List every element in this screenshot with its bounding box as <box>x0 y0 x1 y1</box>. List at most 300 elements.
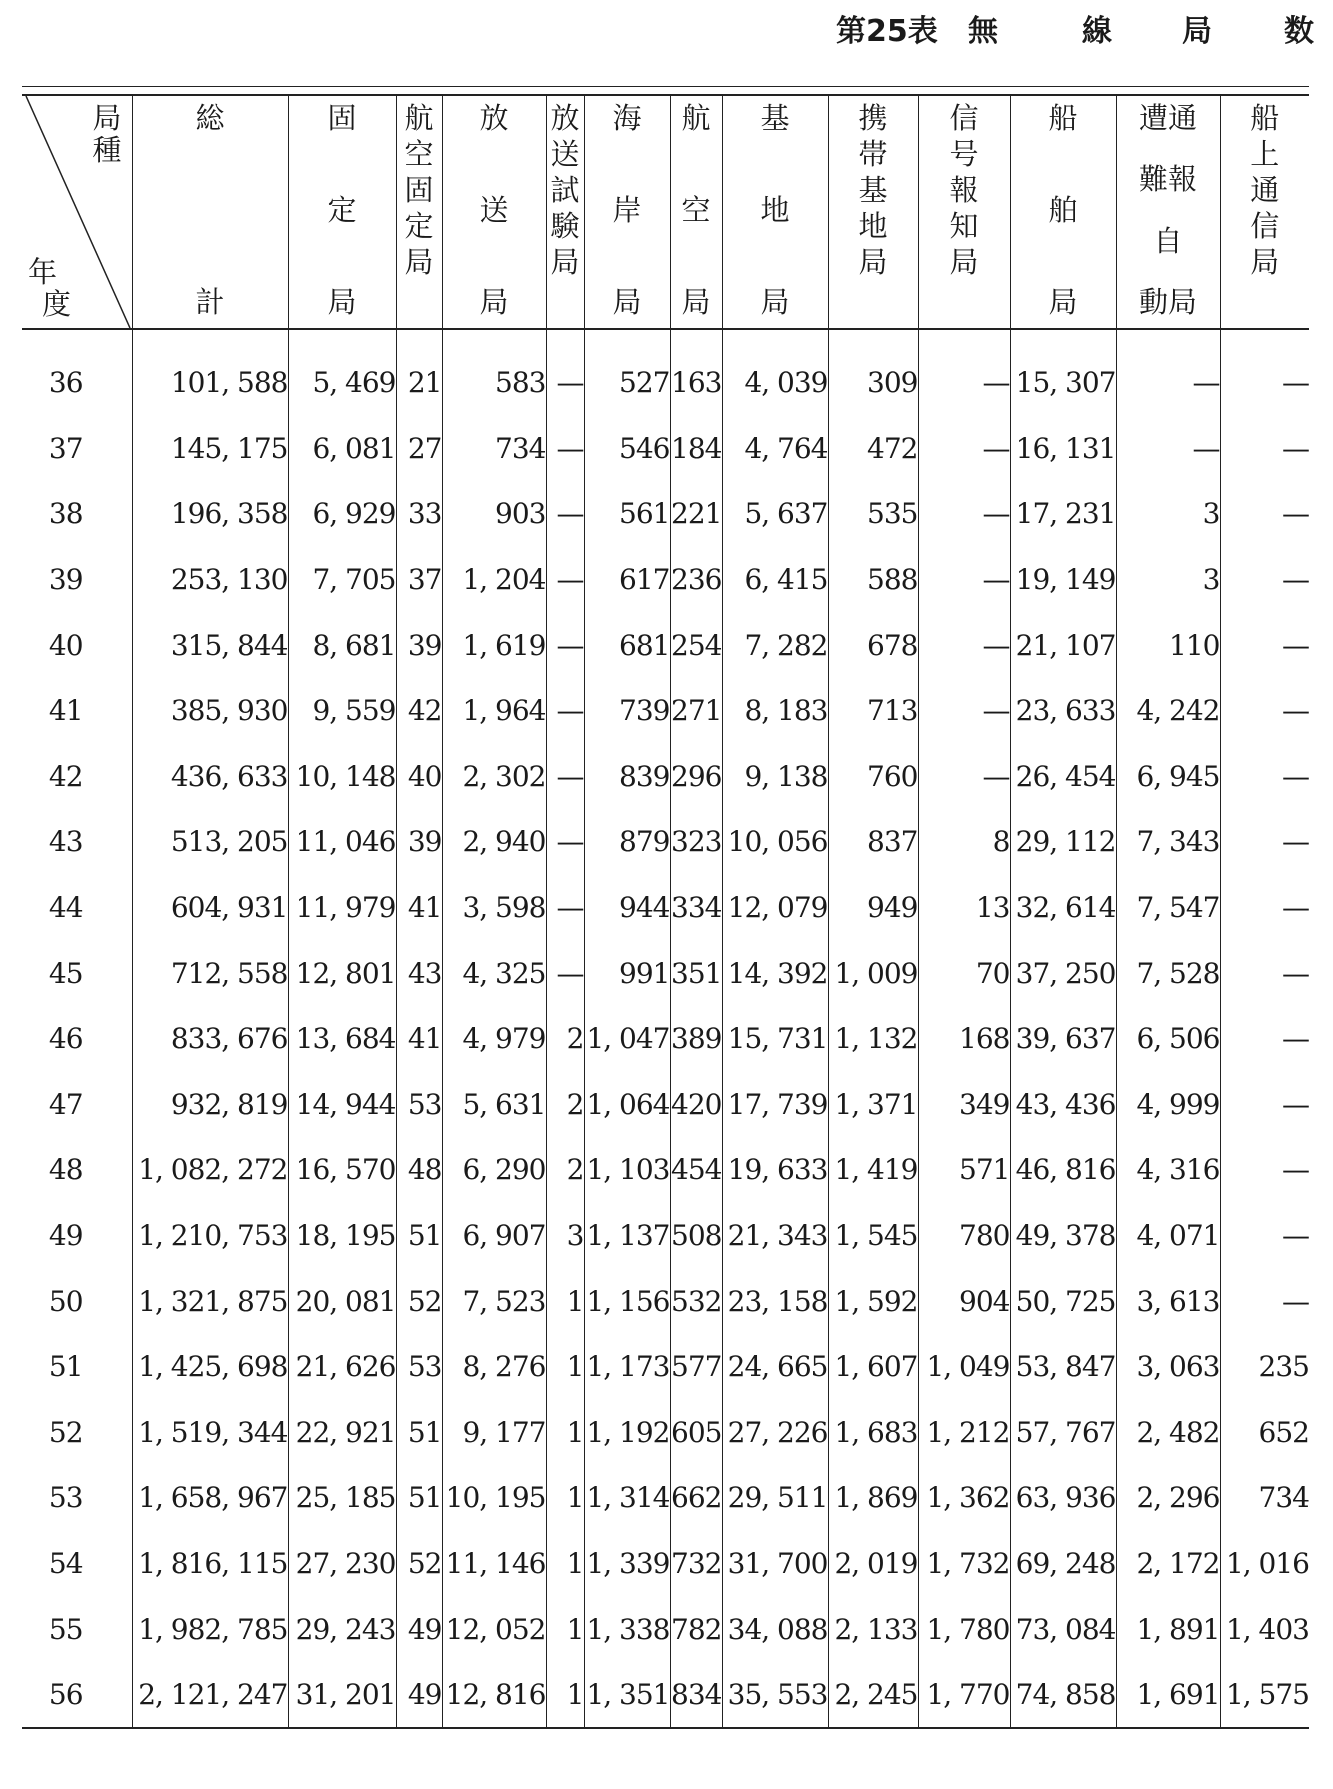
value-cell: 51 <box>396 1203 442 1269</box>
value-cell: — <box>1220 1137 1309 1203</box>
table-row <box>22 940 1309 1006</box>
value-cell: 1, 425, 698 <box>132 1334 288 1400</box>
value-cell: 2 <box>546 1137 584 1203</box>
value-cell: 1, 575 <box>1220 1662 1309 1729</box>
value-cell: 1 <box>546 1400 584 1466</box>
value-cell: 39 <box>396 612 442 678</box>
value-cell: — <box>918 612 1010 678</box>
value-cell: 1, 419 <box>828 1137 918 1203</box>
value-cell: 8 <box>918 809 1010 875</box>
value-cell: 37 <box>396 547 442 613</box>
value-cell: 681 <box>584 612 670 678</box>
value-cell: 1, 519, 344 <box>132 1400 288 1466</box>
value-cell: 236 <box>670 547 722 613</box>
value-cell: 837 <box>828 809 918 875</box>
header-ship <box>1010 95 1116 329</box>
value-cell: 1, 156 <box>584 1268 670 1334</box>
value-cell: 12, 816 <box>442 1662 546 1729</box>
value-cell: 18, 195 <box>288 1203 396 1269</box>
year-cell: 55 <box>48 1612 83 1646</box>
value-cell: — <box>918 329 1010 416</box>
value-cell: 39, 637 <box>1010 1006 1116 1072</box>
table-row <box>22 1334 1309 1400</box>
table-row <box>22 1400 1309 1466</box>
value-cell: 110 <box>1116 612 1220 678</box>
value-cell: 26, 454 <box>1010 744 1116 810</box>
value-cell: 27 <box>396 416 442 482</box>
value-cell: 46, 816 <box>1010 1137 1116 1203</box>
value-cell: — <box>1116 416 1220 482</box>
value-cell: — <box>1220 1203 1309 1269</box>
value-cell: 833, 676 <box>132 1006 288 1072</box>
value-cell: 4, 764 <box>722 416 828 482</box>
value-cell: 7, 547 <box>1116 875 1220 941</box>
value-cell: 904 <box>918 1268 1010 1334</box>
value-cell: 10, 148 <box>288 744 396 810</box>
value-cell: 1, 047 <box>584 1006 670 1072</box>
header-char: 基 <box>760 101 790 135</box>
value-cell: — <box>1220 612 1309 678</box>
value-cell: 7, 528 <box>1116 940 1220 1006</box>
header-char: 信 <box>949 101 979 135</box>
value-cell: 546 <box>584 416 670 482</box>
header-char: 定 <box>404 209 434 243</box>
year-cell: 40 <box>48 628 83 662</box>
value-cell: 21, 107 <box>1010 612 1116 678</box>
value-cell: 739 <box>584 678 670 744</box>
value-cell: 6, 415 <box>722 547 828 613</box>
header-onboard <box>1220 95 1309 329</box>
value-cell: 4, 979 <box>442 1006 546 1072</box>
header-char: 報 <box>949 173 979 207</box>
header-coast <box>584 95 670 329</box>
value-cell: 6, 081 <box>288 416 396 482</box>
value-cell: 1 <box>546 1596 584 1662</box>
value-cell: 1, 545 <box>828 1203 918 1269</box>
value-cell: 2, 940 <box>442 809 546 875</box>
value-cell: 5, 469 <box>288 329 396 416</box>
header-char: 局 <box>760 285 790 319</box>
value-cell: 760 <box>828 744 918 810</box>
value-cell: — <box>918 547 1010 613</box>
value-cell: 29, 243 <box>288 1596 396 1662</box>
value-cell: 34, 088 <box>722 1596 828 1662</box>
value-cell: 420 <box>670 1072 722 1138</box>
value-cell: 1, 403 <box>1220 1596 1309 1662</box>
value-cell: 11, 979 <box>288 875 396 941</box>
value-cell: 8, 276 <box>442 1334 546 1400</box>
value-cell: 29, 511 <box>722 1465 828 1531</box>
value-cell: 734 <box>442 416 546 482</box>
value-cell: 577 <box>670 1334 722 1400</box>
header-char: 局 <box>404 245 434 279</box>
value-cell: 583 <box>442 329 546 416</box>
value-cell: 1 <box>546 1531 584 1597</box>
header-char: 局 <box>1048 285 1078 319</box>
value-cell: 15, 731 <box>722 1006 828 1072</box>
value-cell: — <box>546 875 584 941</box>
value-cell: 163 <box>670 329 722 416</box>
value-cell: 678 <box>828 612 918 678</box>
value-cell: 53, 847 <box>1010 1334 1116 1400</box>
value-cell: 532 <box>670 1268 722 1334</box>
header-char: 携 <box>858 101 888 135</box>
value-cell: 41 <box>396 875 442 941</box>
header-char: 局 <box>949 245 979 279</box>
value-cell: 7, 343 <box>1116 809 1220 875</box>
value-cell: 4, 071 <box>1116 1203 1220 1269</box>
table-row <box>22 744 1309 810</box>
value-cell: 309 <box>828 329 918 416</box>
table-row <box>22 1268 1309 1334</box>
value-cell: 4, 316 <box>1116 1137 1220 1203</box>
table-row <box>22 809 1309 875</box>
value-cell: 454 <box>670 1137 722 1203</box>
value-cell: 1, 371 <box>828 1072 918 1138</box>
value-cell: 16, 131 <box>1010 416 1116 482</box>
value-cell: 1, 103 <box>584 1137 670 1203</box>
value-cell: — <box>1220 481 1309 547</box>
year-cell: 36 <box>48 366 83 400</box>
value-cell: — <box>1220 940 1309 1006</box>
table-row <box>22 1596 1309 1662</box>
value-cell: 1, 338 <box>584 1596 670 1662</box>
value-cell: 21 <box>396 329 442 416</box>
header-char: 局 <box>612 285 642 319</box>
value-cell: 8, 681 <box>288 612 396 678</box>
header-row <box>22 95 1309 329</box>
value-cell: 389 <box>670 1006 722 1072</box>
header-char: 空 <box>404 137 434 171</box>
value-cell: 271 <box>670 678 722 744</box>
value-cell: 39 <box>396 809 442 875</box>
value-cell: 839 <box>584 744 670 810</box>
value-cell: 944 <box>584 875 670 941</box>
value-cell: 351 <box>670 940 722 1006</box>
value-cell: — <box>546 809 584 875</box>
year-cell: 54 <box>48 1546 83 1580</box>
value-cell: — <box>1220 1268 1309 1334</box>
value-cell: 2, 245 <box>828 1662 918 1729</box>
value-cell: 4, 242 <box>1116 678 1220 744</box>
value-cell: 196, 358 <box>132 481 288 547</box>
header-char: 船 <box>1250 101 1280 135</box>
value-cell: 6, 929 <box>288 481 396 547</box>
value-cell: 1, 082, 272 <box>132 1137 288 1203</box>
header-char: 局 <box>858 245 888 279</box>
header-char: 送 <box>479 193 509 227</box>
header-base <box>722 95 828 329</box>
value-cell: 7, 705 <box>288 547 396 613</box>
header-char: 放 <box>550 101 580 135</box>
value-cell: 932, 819 <box>132 1072 288 1138</box>
value-cell: 253, 130 <box>132 547 288 613</box>
value-cell: 1, 210, 753 <box>132 1203 288 1269</box>
table-row <box>22 1662 1309 1729</box>
header-portable-base <box>828 95 918 329</box>
value-cell: 323 <box>670 809 722 875</box>
value-cell: — <box>546 329 584 416</box>
header-char: 局 <box>479 285 509 319</box>
value-cell: 49 <box>396 1596 442 1662</box>
value-cell: — <box>546 678 584 744</box>
value-cell: 903 <box>442 481 546 547</box>
value-cell: — <box>918 416 1010 482</box>
year-cell: 51 <box>48 1350 83 1384</box>
value-cell: 48 <box>396 1137 442 1203</box>
value-cell: 2, 019 <box>828 1531 918 1597</box>
value-cell: 1, 982, 785 <box>132 1596 288 1662</box>
value-cell: 24, 665 <box>722 1334 828 1400</box>
year-cell: 52 <box>48 1415 83 1449</box>
header-char: 岸 <box>612 193 642 227</box>
value-cell: — <box>1220 809 1309 875</box>
value-cell: 70 <box>918 940 1010 1006</box>
value-cell: 51 <box>396 1400 442 1466</box>
header-char: 遭通 <box>1138 101 1197 135</box>
value-cell: 23, 158 <box>722 1268 828 1334</box>
value-cell: 834 <box>670 1662 722 1729</box>
value-cell: 20, 081 <box>288 1268 396 1334</box>
value-cell: 1, 339 <box>584 1531 670 1597</box>
value-cell: 604, 931 <box>132 875 288 941</box>
value-cell: 29, 112 <box>1010 809 1116 875</box>
corner-bottom-label: 年 度 <box>28 255 72 321</box>
year-cell: 41 <box>48 694 83 728</box>
value-cell: 2 <box>546 1006 584 1072</box>
value-cell: — <box>1220 678 1309 744</box>
value-cell: 571 <box>918 1137 1010 1203</box>
value-cell: 53 <box>396 1072 442 1138</box>
value-cell: 561 <box>584 481 670 547</box>
value-cell: 1, 816, 115 <box>132 1531 288 1597</box>
value-cell: 5, 637 <box>722 481 828 547</box>
value-cell: 57, 767 <box>1010 1400 1116 1466</box>
value-cell: — <box>1220 547 1309 613</box>
value-cell: — <box>546 744 584 810</box>
value-cell: 21, 626 <box>288 1334 396 1400</box>
table-row <box>22 547 1309 613</box>
value-cell: 9, 177 <box>442 1400 546 1466</box>
year-cell: 42 <box>48 759 83 793</box>
value-cell: 1, 132 <box>828 1006 918 1072</box>
value-cell: 1, 964 <box>442 678 546 744</box>
header-char: 難報 <box>1138 162 1197 197</box>
value-cell: 8, 183 <box>722 678 828 744</box>
header-char: 自 <box>1153 223 1183 258</box>
value-cell: 1, 049 <box>918 1334 1010 1400</box>
value-cell: 1, 780 <box>918 1596 1010 1662</box>
value-cell: 734 <box>1220 1465 1309 1531</box>
value-cell: — <box>918 744 1010 810</box>
value-cell: 6, 945 <box>1116 744 1220 810</box>
value-cell: — <box>1220 329 1309 416</box>
header-char: 固 <box>404 173 434 207</box>
value-cell: 21, 343 <box>722 1203 828 1269</box>
table-row <box>22 875 1309 941</box>
value-cell: 15, 307 <box>1010 329 1116 416</box>
value-cell: 949 <box>828 875 918 941</box>
value-cell: 527 <box>584 329 670 416</box>
value-cell: 1, 016 <box>1220 1531 1309 1597</box>
value-cell: 12, 052 <box>442 1596 546 1662</box>
header-char: 空 <box>681 193 711 227</box>
title-char: 数 <box>1284 14 1314 49</box>
value-cell: 12, 801 <box>288 940 396 1006</box>
value-cell: 1, 658, 967 <box>132 1465 288 1531</box>
value-cell: 17, 231 <box>1010 481 1116 547</box>
value-cell: 221 <box>670 481 722 547</box>
value-cell: 7, 282 <box>722 612 828 678</box>
value-cell: 605 <box>670 1400 722 1466</box>
value-cell: 1 <box>546 1268 584 1334</box>
radio-stations-table <box>22 94 1309 1729</box>
value-cell: 40 <box>396 744 442 810</box>
value-cell: 349 <box>918 1072 1010 1138</box>
value-cell: 315, 844 <box>132 612 288 678</box>
header-broadcast <box>442 95 546 329</box>
value-cell: — <box>1220 1072 1309 1138</box>
value-cell: 296 <box>670 744 722 810</box>
value-cell: 1, 321, 875 <box>132 1268 288 1334</box>
value-cell: 14, 944 <box>288 1072 396 1138</box>
value-cell: 31, 201 <box>288 1662 396 1729</box>
header-signal <box>918 95 1010 329</box>
table-row <box>22 1531 1309 1597</box>
value-cell: — <box>918 678 1010 744</box>
table-row <box>22 1203 1309 1269</box>
value-cell: 184 <box>670 416 722 482</box>
value-cell: 9, 559 <box>288 678 396 744</box>
value-cell: 782 <box>670 1596 722 1662</box>
year-cell: 43 <box>48 825 83 859</box>
value-cell: 2, 172 <box>1116 1531 1220 1597</box>
value-cell: 4, 999 <box>1116 1072 1220 1138</box>
title-char: 線 <box>1082 14 1112 49</box>
value-cell: 37, 250 <box>1010 940 1116 1006</box>
header-char: 通 <box>1250 173 1280 207</box>
table-row <box>22 678 1309 744</box>
year-cell: 50 <box>48 1284 83 1318</box>
value-cell: 4, 039 <box>722 329 828 416</box>
value-cell: 1, 204 <box>442 547 546 613</box>
title-char: 無 <box>968 14 998 49</box>
value-cell: 23, 633 <box>1010 678 1116 744</box>
value-cell: 1, 064 <box>584 1072 670 1138</box>
header-char: 験 <box>550 209 580 243</box>
value-cell: 780 <box>918 1203 1010 1269</box>
value-cell: 13 <box>918 875 1010 941</box>
value-cell: 42 <box>396 678 442 744</box>
value-cell: 1, 192 <box>584 1400 670 1466</box>
value-cell: 32, 614 <box>1010 875 1116 941</box>
value-cell: — <box>546 612 584 678</box>
value-cell: — <box>546 481 584 547</box>
value-cell: 662 <box>670 1465 722 1531</box>
header-char: 号 <box>949 137 979 171</box>
header-broadcast-test <box>546 95 584 329</box>
value-cell: 27, 226 <box>722 1400 828 1466</box>
value-cell: — <box>918 481 1010 547</box>
value-cell: 5, 631 <box>442 1072 546 1138</box>
header-fixed <box>288 95 396 329</box>
value-cell: 879 <box>584 809 670 875</box>
value-cell: 9, 138 <box>722 744 828 810</box>
value-cell: 35, 553 <box>722 1662 828 1729</box>
value-cell: 2, 121, 247 <box>132 1662 288 1729</box>
header-char: 総 <box>195 101 225 135</box>
value-cell: 436, 633 <box>132 744 288 810</box>
table-row <box>22 1006 1309 1072</box>
value-cell: 385, 930 <box>132 678 288 744</box>
header-char: 局 <box>327 285 357 319</box>
value-cell: 101, 588 <box>132 329 288 416</box>
value-cell: 33 <box>396 481 442 547</box>
header-char: 舶 <box>1048 193 1078 227</box>
value-cell: 43 <box>396 940 442 1006</box>
value-cell: 25, 185 <box>288 1465 396 1531</box>
value-cell: 27, 230 <box>288 1531 396 1597</box>
value-cell: 1, 137 <box>584 1203 670 1269</box>
table-row <box>22 1465 1309 1531</box>
value-cell: 1, 009 <box>828 940 918 1006</box>
value-cell: 145, 175 <box>132 416 288 482</box>
header-char: 信 <box>1250 209 1280 243</box>
value-cell: 1, 314 <box>584 1465 670 1531</box>
year-cell: 49 <box>48 1219 83 1253</box>
value-cell: 14, 392 <box>722 940 828 1006</box>
year-cell: 53 <box>48 1481 83 1515</box>
value-cell: 1, 732 <box>918 1531 1010 1597</box>
header-char: 船 <box>1048 101 1078 135</box>
value-cell: 712, 558 <box>132 940 288 1006</box>
header-char: 地 <box>760 193 790 227</box>
value-cell: 1, 173 <box>584 1334 670 1400</box>
value-cell: 41 <box>396 1006 442 1072</box>
value-cell: — <box>546 547 584 613</box>
header-char: 基 <box>858 173 888 207</box>
value-cell: 3 <box>546 1203 584 1269</box>
value-cell: 63, 936 <box>1010 1465 1116 1531</box>
header-char: 上 <box>1250 137 1280 171</box>
value-cell: 732 <box>670 1531 722 1597</box>
value-cell: 991 <box>584 940 670 1006</box>
value-cell: 3, 063 <box>1116 1334 1220 1400</box>
value-cell: 7, 523 <box>442 1268 546 1334</box>
value-cell: 254 <box>670 612 722 678</box>
header-char: 航 <box>404 101 434 135</box>
year-cell: 56 <box>48 1678 83 1712</box>
year-cell: 38 <box>48 497 83 531</box>
corner-header <box>22 95 132 329</box>
title-number: 第25表 <box>836 14 938 49</box>
value-cell: 2, 133 <box>828 1596 918 1662</box>
value-cell: 1, 607 <box>828 1334 918 1400</box>
value-cell: 11, 046 <box>288 809 396 875</box>
value-cell: 22, 921 <box>288 1400 396 1466</box>
value-cell: 12, 079 <box>722 875 828 941</box>
value-cell: 13, 684 <box>288 1006 396 1072</box>
value-cell: 2, 482 <box>1116 1400 1220 1466</box>
table-row <box>22 612 1309 678</box>
table-row <box>22 329 1309 416</box>
value-cell: 3 <box>1116 481 1220 547</box>
year-cell: 45 <box>48 956 83 990</box>
value-cell: 52 <box>396 1268 442 1334</box>
value-cell: 1, 869 <box>828 1465 918 1531</box>
header-char: 知 <box>949 209 979 243</box>
value-cell: — <box>546 416 584 482</box>
